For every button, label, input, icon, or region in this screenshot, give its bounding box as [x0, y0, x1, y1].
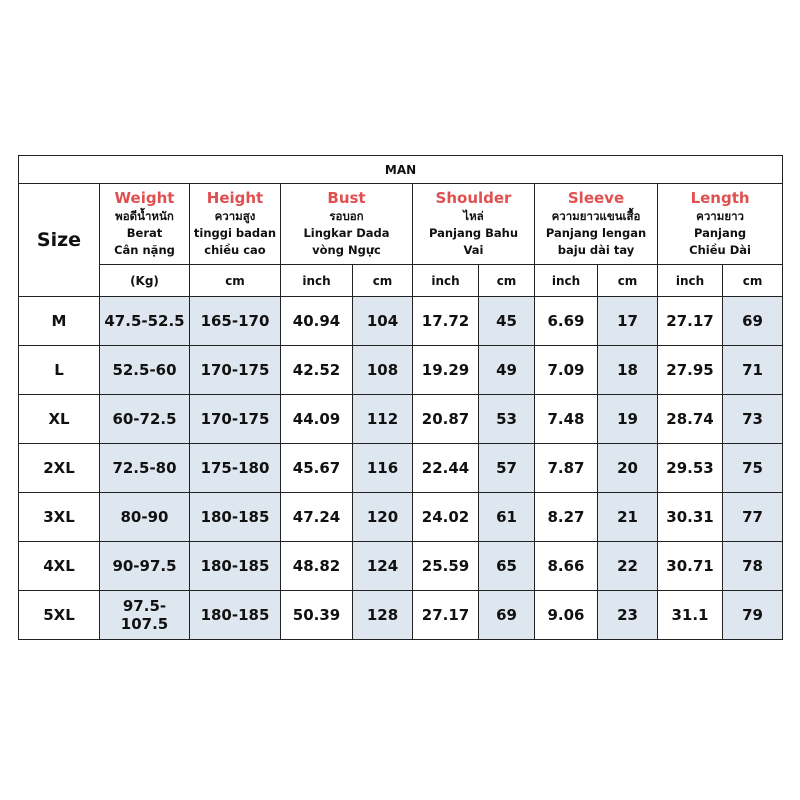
height-cell: 180-185: [190, 542, 281, 591]
size-cell: 5XL: [19, 591, 100, 640]
shoulder-cm-cell: 69: [479, 591, 535, 640]
unit-length-inch: inch: [658, 265, 723, 297]
length-cm-cell: 73: [723, 395, 783, 444]
sleeve-header-title: Sleeve: [567, 189, 625, 207]
shoulder-cm-cell: 61: [479, 493, 535, 542]
sleeve-cm-cell: 21: [598, 493, 658, 542]
height-header-sub: ความสูง tinggi badan chiều cao: [193, 209, 277, 257]
weight-cell: 90-97.5: [100, 542, 190, 591]
shoulder-inch-cell: 27.17: [413, 591, 479, 640]
height-header-title: Height: [206, 189, 264, 207]
sleeve-inch-cell: 8.27: [535, 493, 598, 542]
length-inch-cell: 27.17: [658, 297, 723, 346]
bust-inch-cell: 40.94: [281, 297, 353, 346]
unit-shoulder-inch: inch: [413, 265, 479, 297]
size-chart-table: [18, 155, 783, 640]
bust-inch-cell: 47.24: [281, 493, 353, 542]
length-header: [658, 184, 783, 265]
sleeve-inch-cell: 7.09: [535, 346, 598, 395]
shoulder-inch-cell: 19.29: [413, 346, 479, 395]
weight-cell: 47.5-52.5: [100, 297, 190, 346]
unit-shoulder-cm: cm: [479, 265, 535, 297]
unit-sleeve-cm: cm: [598, 265, 658, 297]
sleeve-inch-cell: 7.48: [535, 395, 598, 444]
length-header-sub: ความยาว Panjang Chiều Dài: [689, 209, 751, 257]
shoulder-inch-cell: 17.72: [413, 297, 479, 346]
table-row: [19, 395, 783, 444]
shoulder-cm-cell: 49: [479, 346, 535, 395]
size-column-header: Size: [19, 184, 100, 297]
sleeve-cm-cell: 19: [598, 395, 658, 444]
length-inch-cell: 31.1: [658, 591, 723, 640]
size-cell: M: [19, 297, 100, 346]
shoulder-cm-cell: 65: [479, 542, 535, 591]
bust-inch-cell: 42.52: [281, 346, 353, 395]
shoulder-inch-cell: 22.44: [413, 444, 479, 493]
weight-cell: 52.5-60: [100, 346, 190, 395]
sleeve-inch-cell: 8.66: [535, 542, 598, 591]
sleeve-cm-cell: 18: [598, 346, 658, 395]
table-row: [19, 346, 783, 395]
length-inch-cell: 29.53: [658, 444, 723, 493]
sleeve-cm-cell: 20: [598, 444, 658, 493]
bust-inch-cell: 50.39: [281, 591, 353, 640]
table-title: MAN: [19, 156, 783, 184]
size-cell: 2XL: [19, 444, 100, 493]
length-cm-cell: 79: [723, 591, 783, 640]
shoulder-cm-cell: 53: [479, 395, 535, 444]
height-cell: 180-185: [190, 493, 281, 542]
shoulder-header-title: Shoulder: [435, 189, 512, 207]
weight-cell: 80-90: [100, 493, 190, 542]
unit-height: cm: [190, 265, 281, 297]
unit-weight: (Kg): [100, 265, 190, 297]
unit-sleeve-inch: inch: [535, 265, 598, 297]
table-row: [19, 542, 783, 591]
bust-inch-cell: 45.67: [281, 444, 353, 493]
bust-cm-cell: 124: [353, 542, 413, 591]
weight-header-title: Weight: [114, 189, 175, 207]
sleeve-cm-cell: 23: [598, 591, 658, 640]
weight-cell: 60-72.5: [100, 395, 190, 444]
length-cm-cell: 69: [723, 297, 783, 346]
sleeve-inch-cell: 9.06: [535, 591, 598, 640]
table-row: [19, 591, 783, 640]
shoulder-header: [413, 184, 535, 265]
unit-bust-cm: cm: [353, 265, 413, 297]
shoulder-header-sub: ไหล่ Panjang Bahu Vai: [428, 209, 519, 257]
shoulder-inch-cell: 20.87: [413, 395, 479, 444]
weight-header: [100, 184, 190, 265]
shoulder-cm-cell: 57: [479, 444, 535, 493]
length-cm-cell: 78: [723, 542, 783, 591]
height-cell: 170-175: [190, 346, 281, 395]
shoulder-inch-cell: 25.59: [413, 542, 479, 591]
height-cell: 180-185: [190, 591, 281, 640]
height-header: [190, 184, 281, 265]
sleeve-header: [535, 184, 658, 265]
unit-length-cm: cm: [723, 265, 783, 297]
shoulder-cm-cell: 45: [479, 297, 535, 346]
size-cell: 3XL: [19, 493, 100, 542]
bust-cm-cell: 128: [353, 591, 413, 640]
unit-bust-inch: inch: [281, 265, 353, 297]
length-cm-cell: 71: [723, 346, 783, 395]
sleeve-inch-cell: 6.69: [535, 297, 598, 346]
bust-inch-cell: 44.09: [281, 395, 353, 444]
size-cell: XL: [19, 395, 100, 444]
height-cell: 175-180: [190, 444, 281, 493]
weight-cell: 97.5-107.5: [100, 591, 190, 640]
length-inch-cell: 27.95: [658, 346, 723, 395]
size-cell: L: [19, 346, 100, 395]
bust-cm-cell: 116: [353, 444, 413, 493]
table-row: [19, 297, 783, 346]
size-cell: 4XL: [19, 542, 100, 591]
weight-header-sub: พอดีน้ำหนัก Berat Cân nặng: [114, 209, 175, 257]
table-row: [19, 444, 783, 493]
sleeve-inch-cell: 7.87: [535, 444, 598, 493]
sleeve-header-sub: ความยาวแขนเสื้อ Panjang lengan baju dài tay: [545, 209, 647, 257]
bust-inch-cell: 48.82: [281, 542, 353, 591]
height-cell: 170-175: [190, 395, 281, 444]
size-rows: [19, 297, 783, 640]
bust-cm-cell: 104: [353, 297, 413, 346]
length-inch-cell: 28.74: [658, 395, 723, 444]
weight-cell: 72.5-80: [100, 444, 190, 493]
length-inch-cell: 30.31: [658, 493, 723, 542]
height-cell: 165-170: [190, 297, 281, 346]
bust-header-title: Bust: [327, 189, 366, 207]
length-cm-cell: 75: [723, 444, 783, 493]
length-header-title: Length: [690, 189, 750, 207]
length-cm-cell: 77: [723, 493, 783, 542]
length-inch-cell: 30.71: [658, 542, 723, 591]
sleeve-cm-cell: 17: [598, 297, 658, 346]
shoulder-inch-cell: 24.02: [413, 493, 479, 542]
table-row: [19, 493, 783, 542]
bust-cm-cell: 108: [353, 346, 413, 395]
bust-cm-cell: 112: [353, 395, 413, 444]
bust-header: [281, 184, 413, 265]
sleeve-cm-cell: 22: [598, 542, 658, 591]
bust-header-sub: รอบอก Lingkar Dada vòng Ngực: [303, 209, 390, 257]
bust-cm-cell: 120: [353, 493, 413, 542]
